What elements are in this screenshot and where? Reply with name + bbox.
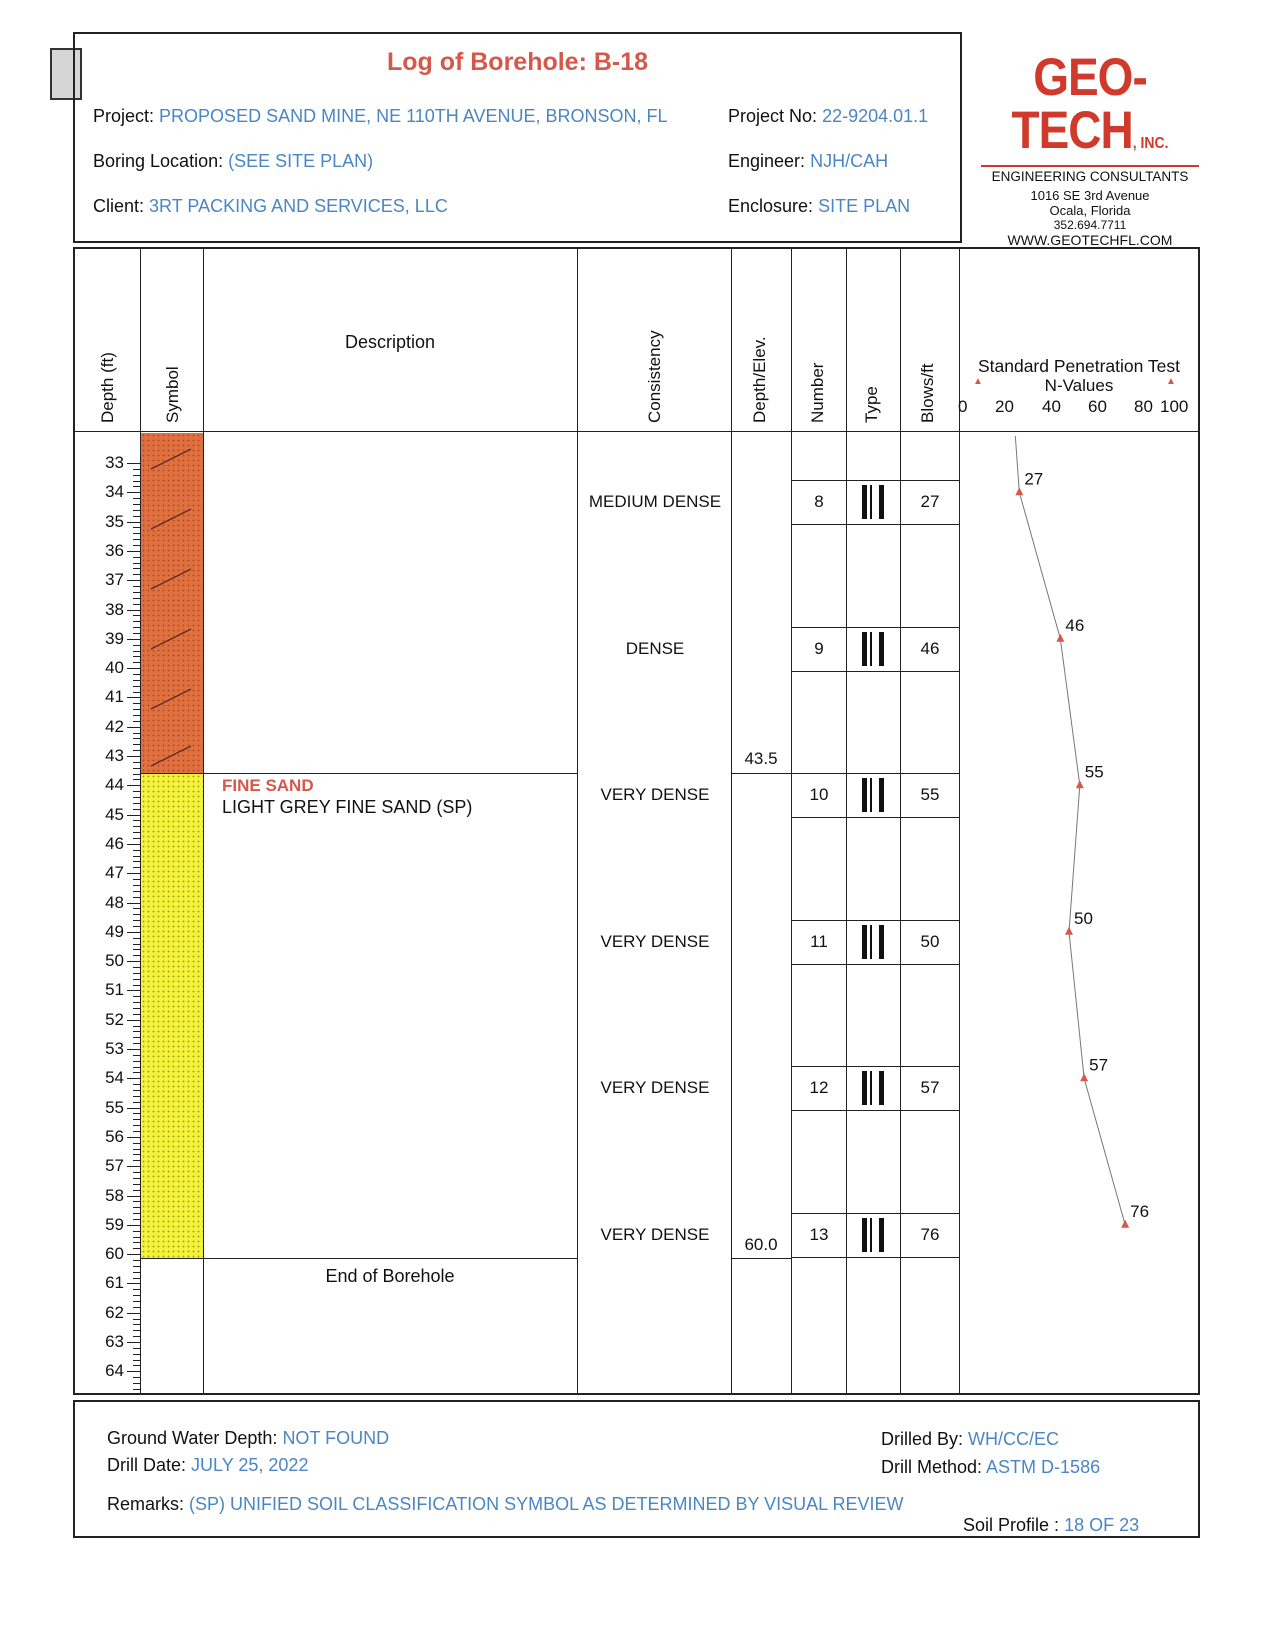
boring-value: (SEE SITE PLAN) — [228, 151, 374, 171]
col-symbol: Symbol — [163, 366, 182, 423]
remarks-label: Remarks: — [107, 1494, 185, 1514]
spt-point — [1015, 487, 1023, 495]
depth-tick-label: 48 — [105, 892, 124, 912]
company-logo: GEO-TECH, INC. — [1011, 46, 1169, 160]
depth-tick-label: 45 — [105, 804, 124, 824]
company-tagline: ENGINEERING CONSULTANTS — [991, 169, 1189, 184]
project-label: Project: — [93, 106, 155, 126]
depth-tick-label: 36 — [105, 540, 124, 560]
date-row — [107, 1455, 308, 1476]
spt-point-label: 50 — [1074, 908, 1093, 928]
depth-tick-label: 50 — [105, 951, 124, 971]
sample-number: 13 — [809, 1224, 829, 1244]
gw-value: NOT FOUND — [282, 1428, 390, 1448]
col-consistency: Consistency — [645, 330, 664, 423]
spt-point — [1056, 634, 1064, 642]
projno-label: Project No: — [728, 106, 818, 126]
depth-tick-label: 51 — [105, 980, 124, 1000]
depth-tick-label: 54 — [105, 1068, 124, 1088]
depth-tick-label: 60 — [105, 1244, 124, 1264]
depth-tick-label: 33 — [105, 453, 124, 472]
depth-tick-label: 39 — [105, 628, 124, 648]
spt-marker-icon: ▲ — [973, 376, 983, 387]
spt-tick: 20 — [995, 397, 1014, 416]
depth-tick-label: 34 — [105, 482, 124, 502]
depth-tick-label: 35 — [105, 511, 124, 531]
spt-subtitle: N-Values — [1044, 376, 1114, 395]
profile-label: Soil Profile : — [963, 1515, 1060, 1535]
depth-tick-label: 40 — [105, 658, 124, 678]
spt-point — [1065, 927, 1073, 935]
sample-consistency: VERY DENSE — [600, 785, 710, 805]
sample-blows: 55 — [920, 785, 940, 805]
engineer-value: NJH/CAH — [810, 151, 889, 171]
depth-tick-label: 42 — [105, 716, 124, 736]
depth-tick-label: 52 — [105, 1009, 124, 1029]
depth-tick-label: 57 — [105, 1156, 124, 1176]
sample-consistency: VERY DENSE — [600, 1078, 710, 1098]
sample-blows: 27 — [920, 492, 940, 512]
enclosure-value: SITE PLAN — [818, 196, 911, 216]
depth-tick-label: 47 — [105, 863, 124, 883]
spt-tick: 80 — [1134, 397, 1153, 416]
sample-number: 9 — [814, 638, 824, 658]
page-title: Log of Borehole: B-18 — [386, 48, 649, 76]
depth-tick-label: 37 — [105, 570, 124, 590]
company-web: WWW.GEOTECHFL.COM — [1007, 232, 1173, 248]
profile-row — [963, 1515, 1139, 1536]
sample-blows: 57 — [920, 1078, 940, 1098]
date-label: Drill Date: — [107, 1455, 187, 1475]
spt-point-label: 27 — [1024, 469, 1044, 489]
spt-leader-line — [1015, 436, 1019, 492]
projno-value: 22-9204.01.1 — [822, 106, 929, 126]
depth-tick-label: 55 — [105, 1097, 124, 1117]
depth-tick-label: 63 — [105, 1332, 124, 1351]
sample-blows: 50 — [920, 931, 940, 951]
depth-tick-label: 49 — [105, 921, 124, 941]
remarks-value: (SP) UNIFIED SOIL CLASSIFICATION SYMBOL AS DETERMINED BY VISUAL REVIEW — [189, 1494, 904, 1514]
remarks-row — [107, 1494, 904, 1515]
profile-value: 18 OF 23 — [1064, 1515, 1140, 1535]
drilled-row — [881, 1429, 1059, 1450]
col-depth: Depth (ft) — [98, 352, 117, 423]
spt-tick: 40 — [1042, 397, 1061, 416]
depth-tick-label: 56 — [105, 1126, 124, 1146]
footer-box — [73, 1400, 1200, 1538]
method-value: ASTM D-1586 — [986, 1457, 1101, 1477]
gw-label: Ground Water Depth: — [107, 1428, 278, 1448]
drilled-value: WH/CC/EC — [968, 1429, 1060, 1449]
col-blows: Blows/ft — [918, 363, 937, 423]
depth-tick-label: 46 — [105, 833, 124, 853]
sample-consistency: VERY DENSE — [600, 931, 710, 951]
spt-point-label: 46 — [1065, 615, 1085, 635]
sample-consistency: DENSE — [625, 638, 685, 658]
col-number: Number — [808, 362, 827, 423]
depth-tick-label: 59 — [105, 1214, 124, 1234]
spt-point-label: 55 — [1084, 762, 1104, 782]
sample-consistency: VERY DENSE — [600, 1224, 710, 1244]
gw-row — [107, 1428, 389, 1449]
depth-tick-label: 61 — [105, 1273, 124, 1293]
sample-number: 11 — [810, 931, 828, 951]
sand-description: LIGHT GREY FINE SAND (SP) — [222, 797, 473, 817]
company-address1: 1016 SE 3rd Avenue — [1030, 188, 1150, 203]
engineer-label: Engineer: — [728, 151, 806, 171]
spt-point — [1121, 1220, 1129, 1228]
depth-tick-label: 53 — [105, 1039, 124, 1058]
company-phone: 352.694.7711 — [1053, 218, 1127, 232]
spt-point-label: 57 — [1089, 1055, 1109, 1075]
project-value: PROPOSED SAND MINE, NE 110TH AVENUE, BRONSON, FL — [159, 106, 668, 126]
boring-label: Boring Location: — [93, 151, 224, 171]
client-value: 3RT PACKING AND SERVICES, LLC — [149, 196, 448, 216]
depth-tick-label: 43 — [105, 746, 124, 765]
method-label: Drill Method: — [881, 1457, 983, 1477]
sample-consistency: MEDIUM DENSE — [588, 492, 722, 512]
col-type: Type — [862, 386, 881, 423]
depth-tick-label: 38 — [105, 599, 124, 619]
depth-tick-label: 64 — [105, 1361, 124, 1381]
drilled-label: Drilled By: — [881, 1429, 964, 1449]
elev-top: 43.5 — [744, 749, 778, 768]
sample-number: 8 — [814, 492, 824, 512]
company-address2: Ocala, Florida — [1049, 203, 1131, 218]
spt-marker-icon: ▲ — [1166, 376, 1176, 387]
date-value: JULY 25, 2022 — [191, 1455, 309, 1475]
depth-tick-label: 44 — [105, 775, 124, 795]
spt-title: Standard Penetration Test — [977, 356, 1181, 376]
client-label: Client: — [93, 196, 145, 216]
sample-blows: 76 — [920, 1224, 940, 1244]
col-depth-elev: Depth/Elev. — [750, 336, 769, 423]
sand-title: FINE SAND — [222, 776, 314, 795]
sample-blows: 46 — [920, 638, 940, 658]
depth-tick-label: 41 — [105, 687, 124, 707]
spt-tick: 60 — [1088, 397, 1107, 416]
spt-tick: 100 — [1160, 397, 1189, 416]
enclosure-label: Enclosure: — [728, 196, 814, 216]
method-row — [881, 1457, 1100, 1478]
depth-tick-label: 58 — [105, 1185, 124, 1205]
sample-number: 10 — [809, 785, 829, 805]
end-of-borehole: End of Borehole — [325, 1266, 455, 1286]
col-description: Description — [344, 332, 436, 352]
elev-bottom: 60.0 — [744, 1235, 778, 1254]
spt-tick: 0 — [958, 397, 968, 416]
spt-curve — [1019, 492, 1125, 1225]
spt-point — [1076, 780, 1084, 788]
depth-tick-label: 62 — [105, 1302, 124, 1322]
spt-point — [1080, 1073, 1088, 1081]
sample-number: 12 — [809, 1078, 829, 1098]
spt-point-label: 76 — [1130, 1201, 1150, 1221]
